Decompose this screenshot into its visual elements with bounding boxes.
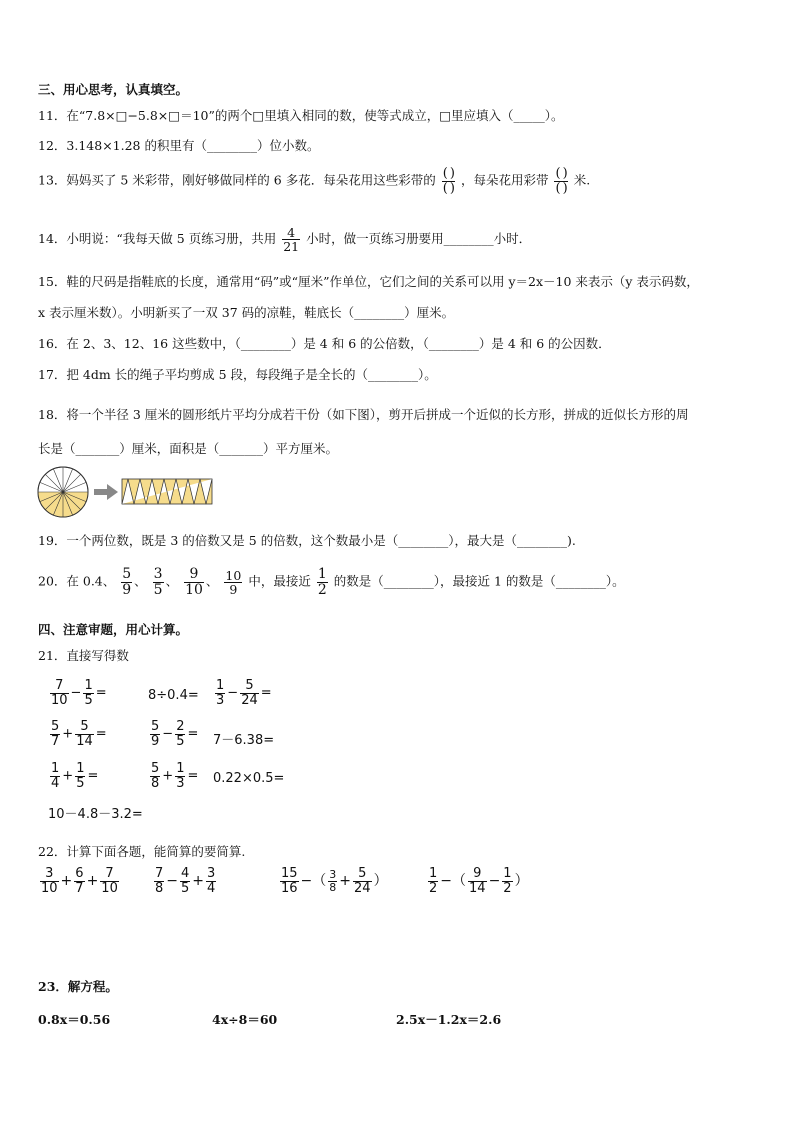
q20-text-3: 的数是（________），最接近 1 的数是（________）。 bbox=[333, 573, 625, 589]
q13-text-1: 13．妈妈买了 5 米彩带，刚好够做同样的 6 多花．每朵花用这些彩带的 bbox=[38, 172, 436, 188]
question-21-title: 21．直接写得数 bbox=[38, 648, 129, 663]
circle-to-rectangle-diagram bbox=[36, 464, 216, 520]
question-18-line-1: 18．将一个半径 3 厘米的圆形纸片平均分成若干份（如下图），剪开后拼成一个近似的长方形，拼成的近似长方形的周 bbox=[38, 407, 689, 422]
q14-fraction: $\frac{4}{21}$ bbox=[283, 225, 300, 255]
question-13 bbox=[38, 167, 590, 195]
question-22-title: 22．计算下面各题，能简算的要简算. bbox=[38, 844, 246, 859]
q23-equation-3: 2.5x－1.2x＝2.6 bbox=[396, 1012, 502, 1027]
question-15-line-2: x 表示厘米数）。小明新买了一双 37 码的凉鞋，鞋底长（________）厘米。 bbox=[38, 305, 455, 320]
q21-r1c2: 8÷0.4= bbox=[148, 688, 199, 703]
q22-expression-4: $\frac{1}{2}$ −（ $\frac{9}{14}$ − $\frac{1}{2}$ ） bbox=[429, 866, 529, 896]
q13-fraction-blank-1: $\frac{( )}{( )}$ bbox=[442, 166, 454, 196]
q20-text-2: 中，最接近 bbox=[248, 573, 311, 589]
question-16: 16．在 2、3、12、16 这些数中，（________）是 4 和 6 的公倍数，（________）是 4 和 6 的公因数． bbox=[38, 336, 611, 351]
q21-r3c1: $\frac{1}{4}$ + $\frac{1}{5}$ = bbox=[51, 761, 99, 791]
q22-expression-2: $\frac{7}{8}$ − $\frac{4}{5}$ + $\frac{3}{4}$ bbox=[155, 866, 216, 896]
q20-fraction-5-9: $\frac{5}{9}$ bbox=[122, 566, 132, 598]
q21-r2c1: $\frac{5}{7}$ + $\frac{5}{14}$ = bbox=[51, 719, 107, 749]
q21-r2c3: 7－6.38= bbox=[213, 733, 275, 748]
q13-fraction-blank-2: $\frac{( )}{( )}$ bbox=[555, 166, 567, 196]
q21-r2c2: $\frac{5}{9}$ − $\frac{2}{5}$ = bbox=[151, 719, 199, 749]
q21-r3c2: $\frac{5}{8}$ + $\frac{1}{3}$ = bbox=[151, 761, 199, 791]
q22-expression-1: $\frac{3}{10}$ + $\frac{6}{7}$ + $\frac{7}{10}$ bbox=[41, 866, 118, 896]
q20-text-1: 20．在 0.4、 bbox=[38, 573, 116, 589]
q21-r1c1: $\frac{7}{10}$ − $\frac{1}{5}$ = bbox=[51, 678, 107, 708]
q14-text-2: 小时，做一页练习册要用________小时． bbox=[306, 231, 532, 247]
section-three-heading: 三、用心思考，认真填空。 bbox=[38, 82, 189, 97]
question-17: 17．把 4dm 长的绳子平均剪成 5 段，每段绳子是全长的（________）。 bbox=[38, 367, 437, 382]
q20-fraction-3-5: $\frac{3}{5}$ bbox=[153, 566, 163, 598]
question-20 bbox=[38, 567, 625, 597]
q23-equation-1: 0.8x＝0.56 bbox=[38, 1012, 111, 1027]
arrow-icon bbox=[94, 484, 118, 500]
question-19: 19．一个两位数，既是 3 的倍数又是 5 的倍数，这个数最小是（________），最大是（________). bbox=[38, 533, 576, 548]
q20-fraction-1-2: $\frac{1}{2}$ bbox=[317, 566, 327, 598]
question-15-line-1: 15．鞋的尺码是指鞋底的长度，通常用“码”或“厘米”作单位，它们之间的关系可以用 y＝2x－10 来表示（y 表示码数， bbox=[38, 274, 699, 289]
question-23-title: 23．解方程。 bbox=[38, 979, 118, 994]
separator: 、 bbox=[165, 573, 179, 589]
question-14 bbox=[38, 226, 531, 253]
q21-r1c3: $\frac{1}{3}$ − $\frac{5}{24}$ = bbox=[216, 678, 272, 708]
section-four-heading: 四、注意审题，用心计算。 bbox=[38, 622, 189, 637]
separator: 、 bbox=[205, 573, 219, 589]
q13-text-2: ，每朵花用彩带 bbox=[460, 172, 549, 188]
q14-text-1: 14．小明说：“我每天做 5 页练习册，共用 bbox=[38, 231, 277, 247]
q22-expression-3: $\frac{15}{16}$ −（ $\frac{3}{8}$ + $\frac{5}{24}$ ） bbox=[281, 866, 388, 896]
question-11: 11．在“7.8×□−5.8×□＝10”的两个□里填入相同的数，使等式成立，□里应填入（_____）。 bbox=[38, 108, 564, 123]
q20-fraction-10-9: $\frac{10}{9}$ bbox=[225, 567, 242, 597]
separator: 、 bbox=[134, 573, 147, 589]
q23-equation-2: 4x÷8＝60 bbox=[212, 1012, 278, 1027]
question-18-line-2: 长是（_______）厘米，面积是（_______）平方厘米。 bbox=[38, 441, 339, 456]
q20-fraction-9-10: $\frac{9}{10}$ bbox=[185, 566, 203, 598]
q21-r4c1: 10－4.8－3.2= bbox=[48, 807, 143, 822]
question-12: 12．3.148×1.28 的积里有（________）位小数。 bbox=[38, 138, 320, 153]
q13-text-3: 米. bbox=[573, 172, 591, 188]
q21-r3c3: 0.22×0.5= bbox=[213, 771, 285, 786]
